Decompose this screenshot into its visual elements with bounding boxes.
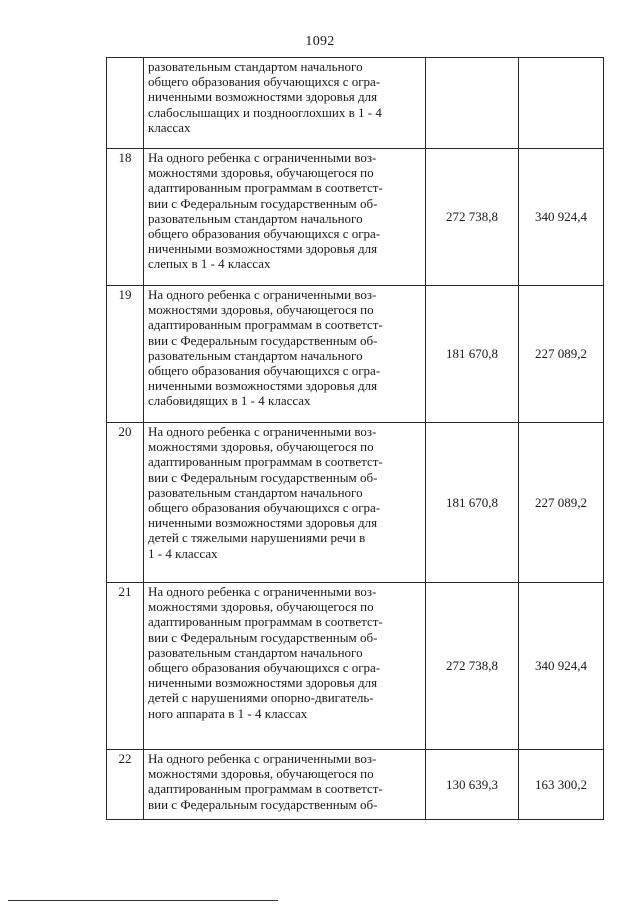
description-line: можностями здоровья, обучающегося по	[148, 302, 374, 318]
description-line: На одного ребенка с ограниченными воз-	[148, 287, 377, 302]
description-line: разовательным стандартом начального	[148, 484, 363, 500]
row-number: 21	[107, 583, 144, 750]
row-value-2: 340 924,4	[519, 583, 604, 750]
description-line: вии с Федеральным государственным об-	[148, 195, 378, 211]
description-line: слепых в 1 - 4 классах	[148, 256, 271, 272]
description-line: общего образования обучающихся с огра-	[148, 363, 381, 379]
row-description	[144, 286, 426, 423]
description-line: ниченными возможностями здоровья для	[148, 89, 378, 105]
description-line: разовательным стандартом начального	[148, 210, 363, 226]
description-line: слабовидящих в 1 - 4 классах	[148, 393, 311, 409]
row-number	[107, 58, 144, 149]
description-line: детей с нарушениями опорно-двигатель-	[148, 690, 374, 706]
table-row	[107, 286, 604, 423]
row-value-1: 130 639,3	[426, 750, 519, 820]
description-line: общего образования обучающихся с огра-	[148, 226, 381, 242]
table-row	[107, 750, 604, 820]
row-description	[144, 423, 426, 583]
row-description	[144, 149, 426, 286]
footnote-divider	[8, 900, 278, 901]
description-line: адаптированным программам в соответст-	[148, 454, 383, 470]
description-line: ниченными возможностями здоровья для	[148, 241, 378, 257]
row-value-1: 272 738,8	[426, 149, 519, 286]
description-line: вии с Федеральным государственным об-	[148, 629, 378, 645]
table-row	[107, 58, 604, 149]
description-line: общего образования обучающихся с огра-	[148, 500, 381, 516]
description-line: разовательным стандартом начального	[148, 59, 363, 74]
row-value-1: 181 670,8	[426, 286, 519, 423]
description-line: можностями здоровья, обучающегося по	[148, 165, 374, 181]
row-value-1: 272 738,8	[426, 583, 519, 750]
row-number: 18	[107, 149, 144, 286]
description-line: адаптированным программам в соответст-	[148, 781, 383, 797]
description-line: 1 - 4 классах	[148, 545, 218, 561]
row-description	[144, 583, 426, 750]
description-line: адаптированным программам в соответст-	[148, 317, 383, 333]
description-line: ниченными возможностями здоровья для	[148, 378, 378, 394]
row-value-1	[426, 58, 519, 149]
description-line: адаптированным программам в соответст-	[148, 614, 383, 630]
description-line: общего образования обучающихся с огра-	[148, 74, 381, 90]
description-line: разовательным стандартом начального	[148, 644, 363, 660]
description-line: можностями здоровья, обучающегося по	[148, 766, 374, 782]
description-line: классах	[148, 119, 191, 135]
description-line: разовательным стандартом начального	[148, 347, 363, 363]
row-number: 19	[107, 286, 144, 423]
description-line: ного аппарата в 1 - 4 классах	[148, 705, 308, 721]
row-value-2: 227 089,2	[519, 423, 604, 583]
description-line: На одного ребенка с ограниченными воз-	[148, 584, 377, 599]
standards-cost-table	[106, 57, 604, 820]
row-value-2: 227 089,2	[519, 286, 604, 423]
page-number: 1092	[305, 34, 335, 49]
row-value-2: 163 300,2	[519, 750, 604, 820]
description-line: адаптированным программам в соответст-	[148, 180, 383, 196]
table-row	[107, 583, 604, 750]
description-line: общего образования обучающихся с огра-	[148, 660, 381, 676]
table-row	[107, 149, 604, 286]
description-line: вии с Федеральным государственным об-	[148, 469, 378, 485]
table-row	[107, 423, 604, 583]
description-line: можностями здоровья, обучающегося по	[148, 599, 374, 615]
row-value-2: 340 924,4	[519, 149, 604, 286]
description-line: слабослышащих и позднооглохших в 1 - 4	[148, 104, 382, 120]
row-description	[144, 58, 426, 149]
row-number: 20	[107, 423, 144, 583]
description-line: вии с Федеральным государственным об-	[148, 796, 378, 812]
row-value-2	[519, 58, 604, 149]
description-line: ниченными возможностями здоровья для	[148, 515, 378, 531]
description-line: детей с тяжелыми нарушениями речи в	[148, 530, 366, 546]
row-description	[144, 750, 426, 820]
description-line: На одного ребенка с ограниченными воз-	[148, 424, 377, 439]
description-line: На одного ребенка с ограниченными воз-	[148, 751, 377, 766]
description-line: ниченными возможностями здоровья для	[148, 675, 378, 691]
description-line: На одного ребенка с ограниченными воз-	[148, 150, 377, 165]
row-value-1: 181 670,8	[426, 423, 519, 583]
description-line: можностями здоровья, обучающегося по	[148, 439, 374, 455]
description-line: вии с Федеральным государственным об-	[148, 332, 378, 348]
row-number: 22	[107, 750, 144, 820]
